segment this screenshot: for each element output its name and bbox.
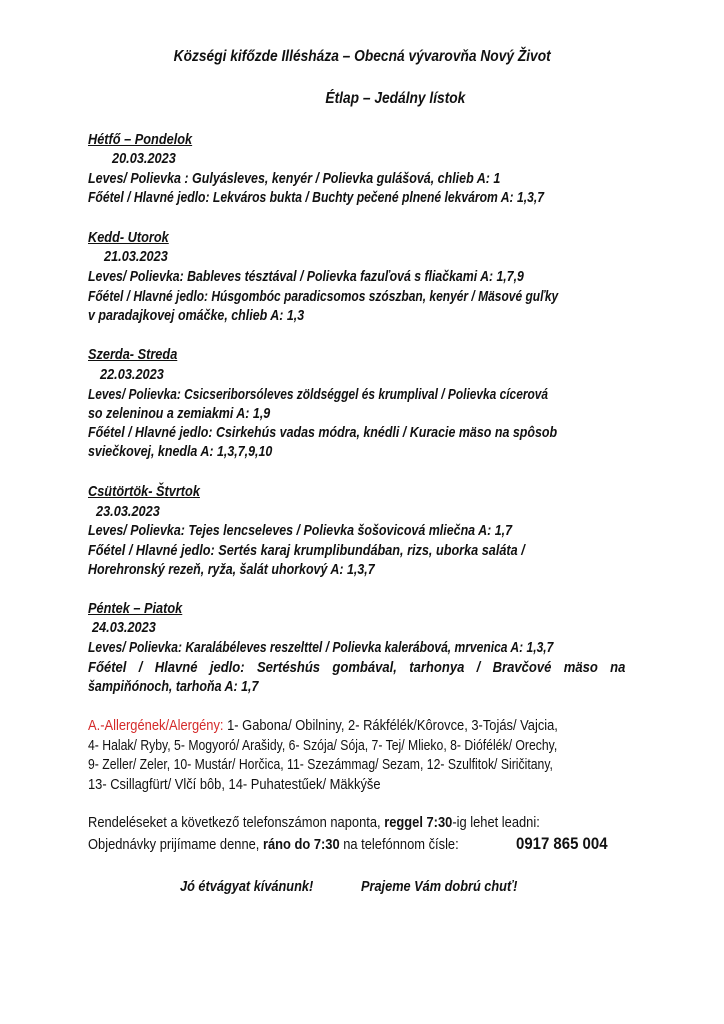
day-heading-tuesday: Kedd- Utorok bbox=[88, 229, 169, 246]
menu-line: sviečkovej, knedla A: 1,3,7,9,10 bbox=[88, 443, 273, 460]
menu-line: Leves/ Polievka: Csicseriborsóleves zöldséggel és krumplival / Polievka cícerová bbox=[88, 386, 549, 403]
title-text: Községi kifőzde Illésháza – Obecná vývarovňa Nový Život bbox=[173, 48, 551, 65]
day-date-wednesday: 22.03.2023 bbox=[100, 366, 164, 383]
menu-line: Főétel / Hlavné jedlo: Húsgombóc paradicsomos szószban, kenyér / Mäsové guľky bbox=[88, 288, 559, 305]
menu-line: Leves/ Polievka: Karalábéleves reszelttel / Polievka kalerábová, mrvenica A: 1,3,7 bbox=[88, 639, 554, 656]
orders-hu-text: Rendeléseket a következő telefonszámon naponta, bbox=[88, 814, 385, 831]
closing-hu: Jó étvágyat kívánunk! bbox=[180, 878, 314, 895]
menu-line: Főétel / Hlavné jedlo: Sertéshús gombával, tarhonya / Bravčové mäso na bbox=[88, 659, 626, 676]
allergens-line-1 bbox=[88, 717, 558, 735]
menu-line: Főétel / Hlavné jedlo: Csirkehús vadas módra, knédli / Kuracie mäso na spôsob bbox=[88, 424, 558, 441]
closing-sk: Prajeme Vám dobrú chuť! bbox=[361, 878, 518, 895]
document-title bbox=[0, 48, 724, 66]
allergens-text: 1- Gabona/ Obilniny, 2- Rákfélék/Kôrovce, 3-Tojás/ Vajcia, bbox=[223, 717, 558, 734]
allergens-line-4: 13- Csillagfürt/ Vlčí bôb, 14- Puhatestűek/ Mäkkýše bbox=[88, 776, 381, 793]
day-date-monday: 20.03.2023 bbox=[112, 150, 176, 167]
menu-subtitle bbox=[0, 90, 724, 108]
day-heading-wednesday: Szerda- Streda bbox=[88, 346, 178, 363]
day-heading-friday: Péntek – Piatok bbox=[88, 600, 183, 617]
menu-line: so zeleninou a zemiakmi A: 1,9 bbox=[88, 405, 271, 422]
menu-line: Leves/ Polievka: Bableves tésztával / Polievka fazuľová s fliačkami A: 1,7,9 bbox=[88, 268, 524, 285]
menu-line: Leves/ Polievka : Gulyásleves, kenyér / Polievka gulášová, chlieb A: 1 bbox=[88, 170, 501, 187]
orders-sk-suffix: na telefónnom čísle: bbox=[339, 836, 459, 853]
menu-line: Horehronský rezeň, ryža, šalát uhorkový A: 1,3,7 bbox=[88, 561, 375, 578]
day-date-tuesday: 21.03.2023 bbox=[104, 248, 168, 265]
day-date-thursday: 23.03.2023 bbox=[96, 503, 160, 520]
menu-line: Főétel / Hlavné jedlo: Sertés karaj krumplibundában, rizs, uborka saláta / bbox=[88, 542, 525, 559]
day-heading-monday: Hétfő – Pondelok bbox=[88, 131, 193, 148]
menu-line: Leves/ Polievka: Tejes lencseleves / Polievka šošovicová mliečna A: 1,7 bbox=[88, 522, 513, 539]
orders-sk-time: ráno do 7:30 bbox=[262, 836, 340, 853]
menu-line: v paradajkovej omáčke, chlieb A: 1,3 bbox=[88, 307, 305, 324]
allergens-line-3: 9- Zeller/ Zeler, 10- Mustár/ Horčica, 11- Szezámmag/ Sezam, 12- Szulfitok/ Siričitany, bbox=[88, 756, 553, 773]
phone-number: 0917 865 004 bbox=[516, 834, 608, 853]
menu-line: šampiňónoch, tarhoňa A: 1,7 bbox=[88, 678, 259, 695]
menu-line: Főétel / Hlavné jedlo: Lekváros bukta / Buchty pečené plnené lekvárom A: 1,3,7 bbox=[88, 189, 545, 206]
allergens-label: A.-Allergének/Alergény: bbox=[88, 717, 224, 734]
orders-line-hu bbox=[88, 814, 540, 832]
day-heading-thursday: Csütörtök- Štvrtok bbox=[88, 483, 200, 500]
orders-hu-time: reggel 7:30 bbox=[384, 814, 453, 831]
orders-line-sk bbox=[88, 836, 459, 854]
day-date-friday: 24.03.2023 bbox=[92, 619, 156, 636]
orders-hu-suffix: -ig lehet leadni: bbox=[452, 814, 540, 831]
orders-sk-text: Objednávky prijímame denne, bbox=[88, 836, 263, 853]
subtitle-text: Étlap – Jedálny lístok bbox=[325, 90, 465, 107]
allergens-line-2: 4- Halak/ Ryby, 5- Mogyoró/ Arašidy, 6- Szója/ Sója, 7- Tej/ Mlieko, 8- Diófélék/ Orechy, bbox=[88, 737, 558, 754]
